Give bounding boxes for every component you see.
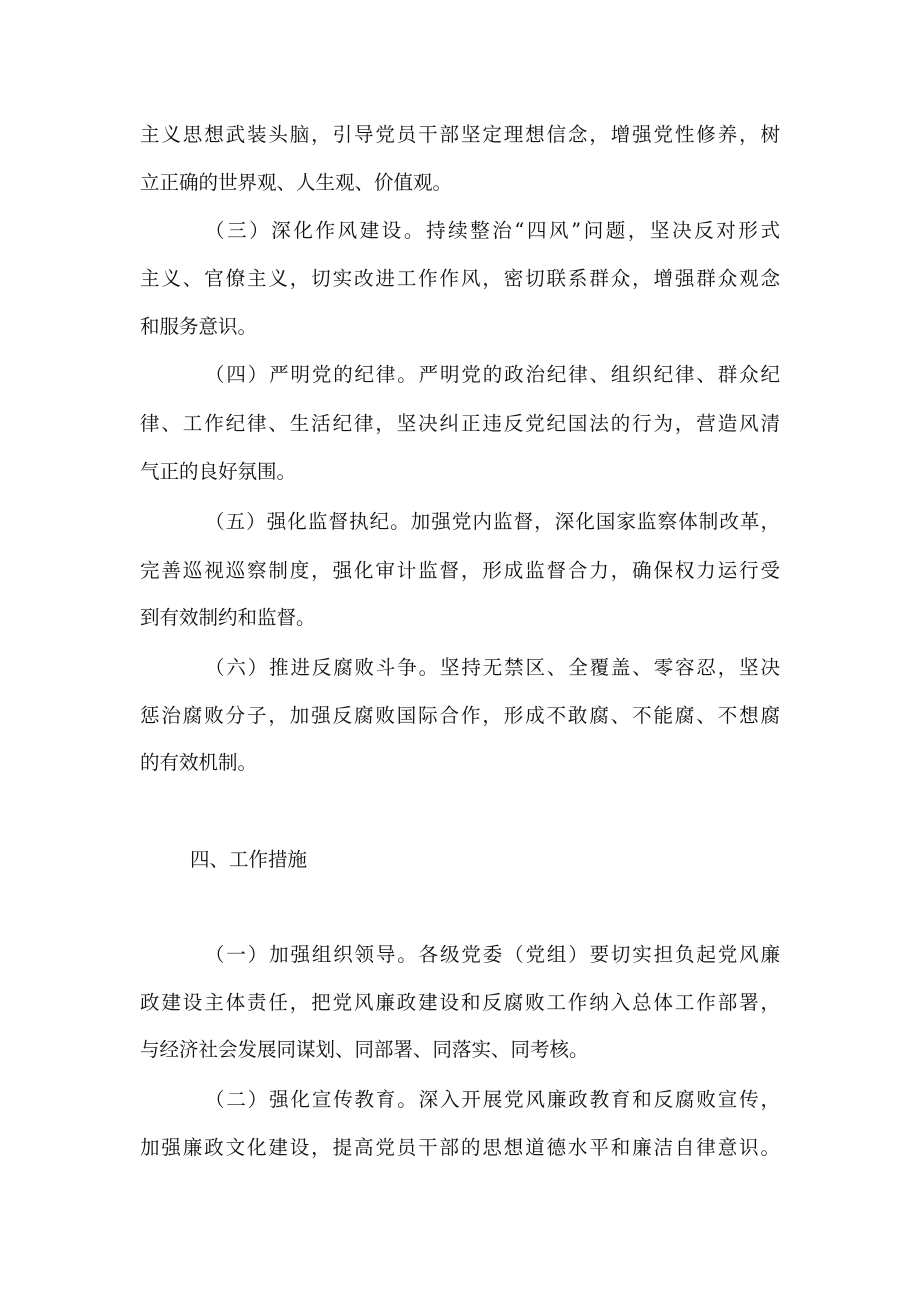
section-heading: 四、工作措施 xyxy=(190,848,308,871)
text-line: 政建设主体责任，把党风廉政建设和反腐败工作纳入总体工作部署， xyxy=(140,991,780,1014)
text-line: （二）强化宣传教育。深入开展党风廉政教育和反腐败宣传， xyxy=(205,1088,780,1111)
text-line: （六）推进反腐败斗争。坚持无禁区、全覆盖、零容忍，坚决 xyxy=(205,656,780,679)
text-line: 的有效机制。 xyxy=(140,751,258,774)
text-line: 完善巡视巡察制度，强化审计监督，形成监督合力，确保权力运行受 xyxy=(140,559,780,582)
text-line: （五）强化监督执纪。加强党内监督，深化国家监察体制改革， xyxy=(205,510,780,533)
text-line: （四）严明党的纪律。严明党的政治纪律、组织纪律、群众纪 xyxy=(205,363,780,386)
text-line: 惩治腐败分子，加强反腐败国际合作，形成不敢腐、不能腐、不想腐 xyxy=(140,704,780,727)
text-line: （一）加强组织领导。各级党委（党组）要切实担负起党风廉 xyxy=(205,943,780,966)
text-line: 主义思想武装头脑，引导党员干部坚定理想信念，增强党性修养，树 xyxy=(140,123,780,146)
text-line: （三）深化作风建设。持续整治“四风”问题，坚决反对形式 xyxy=(205,219,780,242)
text-line: 主义、官僚主义，切实改进工作作风，密切联系群众，增强群众观念 xyxy=(140,267,780,290)
text-line: 与经济社会发展同谋划、同部署、同落实、同考核。 xyxy=(140,1038,589,1061)
text-line: 到有效制约和监督。 xyxy=(140,606,316,629)
text-line: 立正确的世界观、人生观、价值观。 xyxy=(140,171,453,194)
text-line: 气正的良好氛围。 xyxy=(140,460,297,483)
text-line: 和服务意识。 xyxy=(140,315,258,338)
text-line: 加强廉政文化建设，提高党员干部的思想道德水平和廉洁自律意识。 xyxy=(140,1136,780,1159)
text-line: 律、工作纪律、生活纪律，坚决纠正违反党纪国法的行为，营造风清 xyxy=(140,412,780,435)
